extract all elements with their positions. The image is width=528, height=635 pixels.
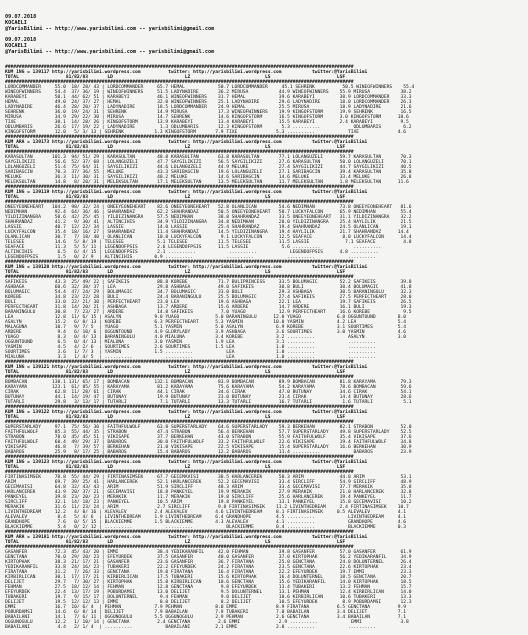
column-headers: TOTAL 81/82/83 LD LZ LS LSF bbox=[5, 270, 346, 275]
race-table bbox=[5, 360, 523, 405]
race-title: KUM 1NG = 139123 http://yarisbilimi.wordpress.com twitter: http://yarisbilimi.wordpress.com twitter:@YarisBilimi bbox=[5, 460, 368, 465]
table-row: BULI 33.0 22/ 21/ 30 | PERFECTHEART 23.0 LEA 19.6 ASHBAGA 22.1 LEA 19.7 SAFIKEIS 26.5 bbox=[5, 300, 412, 305]
races-block bbox=[5, 65, 523, 630]
separator-line: ############################################################################################################################## bbox=[5, 260, 354, 265]
header-place: KOCAELI bbox=[5, 20, 27, 26]
table-row: GRANDHOPE 7.6 0/ 5/ 15 | BLACKIEMME 1.5 BLACKIEMME 4.3 ALEVALEV 4.1 .......... GRANDHOPE 4.6 bbox=[5, 520, 407, 525]
table-row: KARABEYI 50.1 44/ 62/ 51 | KARABEYI 46.1 WINEOFWINNERS 31.7 HEMAL 39.6 KARABEYI 38.9 LORDCOMMANDER 33.3 bbox=[5, 95, 412, 100]
table-row: YUAGO 8.3 0/ 4/ 13 | BARANINGULU 4.0 MIALUNA 3.4 KOREBE 3.2 .......... ASALYN 3.0 bbox=[5, 335, 407, 340]
table-row: KARASULTAN 101.3 94/ 51/ 29 | KARASULTAN 48.8 KARASULTAN 63.8 KARASULTAN 77.1 LOLANGUZELI 59.7 KARASULTAN 70.3 bbox=[5, 155, 412, 160]
table-row: SIRCLIFF 32.1 14/ 18/ 23 | PANKEYEL 10.5 ARIM 19.8 PANKEYEL 13.1 PANKEYEL 15.8 GECEMAVISI 10.2 bbox=[5, 500, 412, 505]
table-row: LOLANGUZELI 51.4 75/ 64/ 31 | SAYGILIKIZI 44.6 LOLANGUZELI 44.9 MELUKE 27.4 SAYGILIKIZI 44.7 SAYGILIKIZI 40.5 bbox=[5, 165, 412, 170]
table-row: BOLUMAGIC 54.4 47/ 24/ 29 | BOLUMAGIC 34.7 BOLUMAGIC 33.0 BULI 29.3 ASHBAGA 30.5 BARANINGULU 32.3 bbox=[5, 290, 412, 295]
table-row: PANKEYEL 39.8 23/ 20/ 23 | MERAKIK 11.7 MERAKIK 19.8 SIRCLIFF 25.6 HARLANCEREK 19.4 PANKEYEL 11.7 bbox=[5, 495, 412, 500]
table-row: LEA 12.8 11/ 6/ 15 | ASALYN 9.0 YUAGO 5.0 BARANINGULU 12.0 YUAGO 6.8 OGGUNTOUND 8.0 bbox=[5, 315, 407, 320]
table-row: LASSIE 40.7 12/ 22/ 34 | LASSIE 14.0 LASSIE 25.4 SHAHRANDAZ 19.4 SHAHRANDAZ 24.5 OLANLICAN 19.1 bbox=[5, 225, 412, 230]
table-row: PERFECTHEART 31.8 14/ 20/ 21 | ASHBAGA 13.7 ARDERE 15.6 ARDERE 14.7 ARDERE 16.1 BULI 19.3 bbox=[5, 305, 412, 310]
separator-line: ############################################################################################################################## bbox=[5, 135, 354, 140]
separator-line: ############################################################################################################################## bbox=[5, 80, 354, 85]
column-headers: TOTAL 81/82/83 LD LZ LS LSF bbox=[5, 415, 346, 420]
table-row: SOURTIMES 3.6 1/ 7/ 3 | YASMIN 1.5 .......... LEA 1.0 .......... .......... bbox=[5, 350, 376, 355]
table-row: SARIBAGCIN 70.3 37/ 36/ 55 | MELUKE 43.3 SARIBAGCIN 19.6 LOLANGUZELI 27.1 SARIBAGCIN 39.4 KARASULTAN 35.8 bbox=[5, 170, 412, 175]
race-title: KUM 1NG = 139119 http://yarisbilimi.wordpress.com twitter: http://yarisbilimi.wordpress.com twitter:@YarisBilimi bbox=[5, 190, 368, 195]
column-headers: TOTAL 81/82/83 LD LZ LS LSF bbox=[5, 75, 346, 80]
table-row: FEHMAN 27.5 18/ 12/ 14 | FEHMAN 12.8 GENCTANA 9.8 EFEYURDEK 13.4 TUBAKERI 13.2 FEHMAN 15.7 bbox=[5, 585, 412, 590]
table-row: VIKISAPE 46.8 7/ 39/ 57 | BERKEHAN 21.0 VIKISAPE 22.5 VIKISAPE 15.4 SUPERSTARLADY 16.6 BERKEHAN 30.9 bbox=[5, 445, 412, 450]
separator-line: ############################################################################################################################## bbox=[5, 275, 354, 280]
column-headers: TOTAL 81/82/83 LD LZ LS LSF bbox=[5, 195, 346, 200]
table-row: ARIM 69.7 39/ 25/ 41 | HARLANCEREK 52.1 HARLANCEREK 52.2 GECEMAVISI 33.4 SIRCLIFF 54.9 SIRCLIFF 48.9 bbox=[5, 480, 412, 485]
race-title: KUM 1NG = 139122 http://yarisbilimi.wordpress.com twitter: http://yarisbilimi.wordpress.com twitter:@YarisBilimi bbox=[5, 410, 368, 415]
table-row: GECEMAVISI 64.8 32/ 43/ 43 | ARIM 51.9 SIRCLIFF 48.3 ARIM 33.4 GECEMAVISI 37.7 MERAKIK 35.8 bbox=[5, 485, 412, 490]
race-title: KUM 1NG = 139120 http://yarisbilimi.wordpress.com twitter: http://yarisbilimi.wordpress.com twitter:@YarisBilimi bbox=[5, 265, 368, 270]
table-row: STRABON 78.0 45/ 45/ 51 | VIKISAPE 37.7 BERKEHAN 43.0 STRABON 55.9 FAITHFULWOLF 35.4 VIKISAPE 37.6 bbox=[5, 435, 412, 440]
column-headers: TOTAL 81/82/83 LD LZ LS LSF bbox=[5, 370, 346, 375]
race-table bbox=[5, 135, 523, 185]
table-row: NEDIMHAN 92.4 64/ 36/ 46 | SHAHRANDAZ 62.2 SHAHRANDAZ 50.5 ONEEYEONEHEART 50.7 LUCKYFALCON 65.9 NEDIMHAN 55.4 bbox=[5, 210, 412, 215]
race-table bbox=[5, 530, 523, 630]
separator-line: ############################################################################################################################## bbox=[5, 200, 354, 205]
table-row: MELEKSULTAN 14.8 8/ 20/ 31 | MELEKSULTAN 17.1 MELEKSULTAN 13.5 MELEKSULTAN 11.7 MELEKSULTAN 1.8 MELEKSULTAN 11.6 bbox=[5, 180, 409, 185]
table-row: YASMIN 4.5 4/ 2/ 6 | SOURTIMES 2.6 SOURTIMES 1.5 LEA 1.0 .......... .......... bbox=[5, 345, 376, 350]
table-row: YILDIZINANGRA 50.6 42/ 25/ 45 | YILDIZINANGRA 57.5 NEDIMHAN 38.8 SHAHRANDAZ 33.5 ONEEYEONEHEART 31.1 YILDIZINANGRA 32.2 bbox=[5, 215, 412, 220]
table-row: FIRTINASIMSEK 78.8 55/ 44/ 29 | FIRTINASIMSEK 67.7 GECEMAVISI 38.5 HARLANCEREK 50.3 ARIM 44.0 ARIM 53.1 bbox=[5, 475, 412, 480]
table-row: FIRATANA 31.2 7/ 26/ 33 | GENCTANA 19.0 FIRATANA 16.4 FIRATANA 22.2 EFEYURDEK 19.7 EMMI 23.3 bbox=[5, 570, 412, 575]
separator-line: ############################################################################################################################## bbox=[5, 150, 354, 155]
table-row: MELUKE 36.3 11/ 30/ 31 | SAYGILIKIZI 40.2 MELUKE 14.6 SARIBAGCIN 14.6 MELUKE 33.4 MELUKE 26.8 bbox=[5, 175, 412, 180]
table-row: KIRBIRLICAN 30.1 17/ 17/ 21 | KIRBIRLICAN 17.5 TUBAKERI 15.6 KIRTOPHAK 16.4 DOLUNTERNEL 18.5 GENCTANA 20.7 bbox=[5, 575, 412, 580]
separator-line: ############################################################################################################################## bbox=[5, 185, 354, 190]
table-row: MERAKIK 31.6 11/ 23/ 24 | ARIM 2.7 SIRCLIFF 9.8 FIRTINASIMSEK 11.2 LIVINTHEDREAM 2.4 FIRTINASIMSEK 10.7 bbox=[5, 505, 409, 510]
table-row: BARANINGULU 30.8 7/ 23/ 27 | ARDERE 14.8 SAFIKEIS 7.0 YUAGO 12.9 PERFECTHEART 16.6 KOREBE 9.5 bbox=[5, 310, 412, 315]
table-row: KOREBE 34.8 23/ 22/ 28 | BULI 24.4 BARANINGULU 25.5 BOLUMAGIC 27.4 SAFIKEIS 27.5 PERFECTHEART 28.0 bbox=[5, 295, 412, 300]
table-row: ASHBAGA 60.6 32/ 38/ 37 | LEA 29.8 ASHBAGA 49.0 SAFIKEIS 30.8 BULI 30.4 BOLUMAGIC 41.8 bbox=[5, 285, 412, 290]
table-row: BABAILANI 14.1 7/ 6/ 11 | OGGUNOGULU 5.5 OGGUNOGULU 2.9 PEHMAN 2.6 GENCTANA 3.4 BABAILAN 7.1 bbox=[5, 615, 407, 620]
table-row: SHAHRANDAZ 41.2 9/ 30/ 41 | ALTINCIHIS 34.9 YILDIZINANGRA 34.8 NEDIMHAN 20.0 YILDIZINANGRA 25.4 HAYLILIK 21.5 bbox=[5, 220, 412, 225]
table-row: SUPERSTARLADY 97.1 75/ 56/ 30 | FAITHFULWOLF 63.8 SUPERSTARLADY 64.6 SUPERSTARLADY 59.3 BERKEHAN 82.1 STRABON 52.0 bbox=[5, 425, 412, 430]
separator-line: ############################################################################################################################## bbox=[5, 530, 354, 535]
table-row: CIRAK 62.8 11/ 28/ 61 | CIRAK 44.1 CIRAK 34.6 CIRAK 47.0 BUTUNAY 34.6 CIRAK 54.1 bbox=[5, 390, 412, 395]
table-row: TELESEE 14.6 5/ 8/ 19 | TELESEE 5.1 TELESEE 11.5 TELESEE 11.5 LASSIE 7.1 SEAFACE 4.8 bbox=[5, 240, 412, 245]
table-row: POBURDAMSI 14.6 6/ 8/ 14 | DELIJET 7.9 BABAILAN 7.9 TUBAKERI 7.0 BABAILAN 3.4 DELIJET 7.1 bbox=[5, 610, 407, 615]
table-row: GASANFER 72.3 45/ 43/ 20 | EMMI 38.4 YEDIKARANFIL 42.0 FEHMAN 39.8 GASANFER 57.0 GASANFER 61.9 bbox=[5, 550, 412, 555]
table-row: DELIJET 29.7 7/ 30/ 27 | KIRTOPHAK 15.8 KIRBIRLICAN 10.6 GENCTANA 15.6 YEDIKARANFIL 14.0 KIRTOPHAK 18.5 bbox=[5, 580, 412, 585]
header-contact: @YarisBilimi -- http://www.yarisbilimi.com -- yarisbilimi@gmail.com bbox=[5, 26, 215, 32]
table-row: MALAGUNA 10.7 9/ 7/ 5 | YUAGO 5.1 YASMIN 5.0 ASALYN 6.9 KOREBE 3.1 SOURTIMES 5.4 bbox=[5, 325, 407, 330]
separator-line: ############################################################################################################################## bbox=[5, 360, 354, 365]
table-row: EFEYURDEK 22.4 13/ 17/ 19 | POBURDAMSI 13.0 DELIJET 9.5 DOLUNTERNEL 13.1 PEHMAN 12.4 KIRBIRLICAN 14.0 bbox=[5, 590, 412, 595]
table-row: TIXE 30.1 14/ 28/ 26 | KINGOFSTORM 13.9 KARABEYI 13.4 KARABEYI 15.5 KARABEYI 2.4 KARABEYI 9.5 bbox=[5, 120, 409, 125]
separator-line: ############################################################################################################################## bbox=[5, 545, 354, 550]
header-date: 09.07.2018 bbox=[5, 14, 37, 20]
table-row: MIRUSA 34.9 29/ 22/ 30 | MIRUSA 14.7 SEHRENK 14.6 KINGOFSTORM 16.5 KINGOFSTORM 3.0 KINGOFSTORM 10.6 bbox=[5, 115, 409, 120]
table-row: BLACKIEMME 5.4 0/ 2/ 12 | .......... .......... BLACKIEMME 0.4 .......... BLACKIEMME 0.3 bbox=[5, 525, 407, 530]
table-row: BOMBACAN 138.1 131/ 65/ 17 | BOMBACAN 132.1 BOMBACAN 83.9 BOMBACAN 89.9 BOMBACAN 81.8 KARAYAMA 79.3 bbox=[5, 380, 412, 385]
race-title: KUM ARA = 139173 http://yarisbilimi.wordpress.com twitter: http://yarisbilimi.wordpress.com twitter:@YarisBilimi bbox=[5, 140, 368, 145]
separator-line: ############################################################################################################################## bbox=[5, 375, 354, 380]
table-row: HARLANCEREK 43.9 20/ 37/ 21 | GECEMAVISI 18.8 PANKEYEL 19.9 MERAKIK 27.9 MERAKIK 21.0 HARLANCEREK 32.8 bbox=[5, 490, 412, 495]
table-row: KARAYAMA 123.1 61/ 85/ 55 | KARAYAMA 81.2 KARAYAMA 75.6 KARAYAMA 54.2 KARAYAMA 78.6 BOMBACAN 59.6 bbox=[5, 385, 412, 390]
table-row: ALEVALEV 8.4 5/ 4/ 6 | LIVINTHEDREAM 1.9 LIVINTHEDREAM 6.4 GRANDHOPE 4.5 .......... LIVINTHEDREAM 4.1 bbox=[5, 515, 407, 520]
table-row: ODLUMBARIS 26.6 17/ 19/ 22 | LADYNADIRE 1.3 ODLUMBARIS 12.3 KINGOFSTORM 5.3 .......... ODLUMBARIS 6.2 bbox=[5, 125, 412, 130]
race-title: KUM 1NG = 139121 http://yarisbilimi.wordpress.com twitter: http://yarisbilimi.wordpress.com twitter:@YarisBilimi bbox=[5, 365, 368, 370]
table-row: KINGOFSTORM 12.0 5/ 3/ 13 | SEHRENK 1.3 KINGOFSTORM 7.9 TIXE 5.3 .......... TIXE 4.6 bbox=[5, 130, 407, 135]
table-row: BABAILANI 4.4 2/ 1/ 4 | .......... BABAILANI 2.1 EMMI 2.0 .......... .......... bbox=[5, 625, 376, 630]
table-row: KIRTOPHAK 38.3 21/ 17/ 21 | GASANFER 23.6 GASANFER 36.7 FIRATANA 25.0 GENCTANA 24.0 DOLUNTERNEL 26.4 bbox=[5, 560, 412, 565]
separator-line: ############################################################################################################################## bbox=[5, 405, 354, 410]
table-row: HEMAL 49.0 24/ 37/ 27 | HEMAL 32.0 WINEOFWINNERS 25.1 LADYNADIRE 29.6 LADYNADIRE 18.0 LORDCOMMANDER 26.3 bbox=[5, 100, 412, 105]
table-row: LADYNADIRE 46.4 28/ 20/ 37 | LADYNADIRE 18.5 LORDCOMMANDER 24.9 HEMAL 25.5 MIRUSA 18.9 LADYNADIRE 21.6 bbox=[5, 105, 412, 110]
table-row: ASALYN 15.2 6/ 8/ 13 | KOREBE 6.3 PERFECTHEART 5.3 YASMIN 10.0 YASMIN 4.2 LEA 5.4 bbox=[5, 320, 407, 325]
header-date: 09.07.2018 bbox=[5, 37, 37, 43]
separator-line: ############################################################################################################################## bbox=[5, 455, 354, 460]
table-row: WINEOFWINNERS 54.4 37/ 36/ 19 | WINEOFWINNERS 51.5 LADYNADIRE 36.2 MIRUSA 44.9 WINEOFWINNERS 55.9 MIRUSA 38.2 bbox=[5, 90, 412, 95]
race-table bbox=[5, 260, 523, 360]
race-table bbox=[5, 455, 523, 530]
race-table bbox=[5, 405, 523, 455]
table-row: ARDERE 9.4 6/ 10/ 6 | OGGUNTOUND 4.9 GLORYLADY 3.9 ASHBAGA 3.6 SOURTIMES 3.0 YASMIN 4.6 bbox=[5, 330, 407, 335]
separator-line: ############################################################################################################################## bbox=[5, 470, 354, 475]
table-row: BABAROS 25.9 8/ 17/ 25 | BABAROS 15.4 BABAROS 12.2 BABAROS 11.4 .......... BABAROS 23.9 bbox=[5, 450, 412, 455]
race-title: KUM 1NG = 139117 http://yarisbilimi.wordpress.com twitter: http://yarisbilimi.wordpress.com twitter:@YarisBilimi bbox=[5, 70, 368, 75]
table-row: MIALUNA 3.3 1/ 4/ 5 | .......... .......... LEA 1.0 .......... .......... bbox=[5, 355, 376, 360]
column-headers: TOTAL 81/82/83 LD LZ LS LSF bbox=[5, 540, 346, 545]
table-row: SEAFACE 11.3 5/ 5/ 11 | LEGENDOFPSIS 2.6 LEGENDOFPSIS 11.5 LASSIE 5.6 .......... .......... bbox=[5, 245, 382, 250]
table-row: LUCKYFALCON 35.4 18/ 16/ 27 | SHAHRANDAZ 11.4 SHAHRANDAZ 14.5 YILDIZINANGRA 19.4 HAYLILIK 21.7 SHAHRANDAZ 14.4 bbox=[5, 230, 409, 235]
table-row: SAFIKEIS 43.3 25/ 49/ 22 | SAFIKEIS 88.8 KOREBE 71.7 BULIPRINCESS 33.5 BOLUMAGIC 52.2 SAFIKEIS 39.0 bbox=[5, 280, 412, 285]
column-headers: TOTAL 81/82/83 LD LZ LS LSF bbox=[5, 465, 346, 470]
table-row: FAITHFULWOLF 68.4 49/ 29/ 37 | BABAROS 30.0 FAITHFULWOLF 33.2 FAITHFULWOLF 22.6 VIKISAPE 19.4 FAITHFULWOLF 34.8 bbox=[5, 440, 412, 445]
header-contact: @YarisBilimi -- http://www.yarisbilimi.com -- yarisbilimi@gmail.com bbox=[5, 49, 215, 55]
column-headers: TOTAL 81/82/83 LD LZ LS LSF bbox=[5, 145, 346, 150]
header-block bbox=[5, 14, 523, 55]
table-row: LIVINTHEDREAM 12.2 4/ 8/ 16 | ALEVALEV 2.4 ALEVALEV 4.6 LIVINTHEDREAM 8.1 FIRTINASIMSEK 0.5 ALEVALEV 4.1 bbox=[5, 510, 407, 515]
table-row: ONEEYEONEHEART 104.2 98/ 32/ 24 | ONEEYEONEHEART 82.6 ONEEYEONEHEART 52.8 OLANLICAN 54.6 NEDIMHAN 73.8 ONEEYEONEHEART 81.6 bbox=[5, 205, 412, 210]
table-row: YEDIKARANFIL 33.8 24/ 16/ 23 | TUBAKERI 22.2 EFEYURDEK 24.2 FIRATANA 23.5 GENCTANA 22.6 KIRTOPHAK 23.4 bbox=[5, 565, 412, 570]
separator-line: ############################################################################################################################## bbox=[5, 420, 354, 425]
separator-line: ############################################################################################################################## bbox=[5, 65, 354, 70]
table-row: OGGUNOGULU 12.2 1/ 10/ 14 | GENCTANA 2.4 GENCTANA 2.6 EMMI 2.9 .......... EMMI 3.8 bbox=[5, 620, 409, 625]
table-row: LEGENDOFPSIS 1.5 0/ 2/ 9 | ALTINCIHIS 0.9 .......... .......... .......... .......... bbox=[5, 255, 376, 260]
table-row: GENCTANA 70.0 29/ 20/ 23 | EFEYURDEK 37.5 GASANFER 40.0 GASANFER 37.0 KIRTOPHAK 56.2 YEDIKARANFIL 34.9 bbox=[5, 555, 412, 560]
table-row: BUTUNAY 44.1 14/ 19/ 47 | BUTUNAY 19.9 BUTUNAY 23.0 BUTUNAY 23.4 CIRAK 14.4 BUTUNAY 28.6 bbox=[5, 395, 412, 400]
table-row: TUTARLI 29.8 3/ 13/ 17 | TUTARLI 7.1 TUTARLI 13.3 TUTARLI 16.7 TUTARLI 1.6 TUTARLI 5.1 bbox=[5, 400, 412, 405]
table-row: ALTINCIHIS 6.5 6/ 4/ 15 | LEGENDOFPSIS 2.1 .......... .......... LEGENDOFPSIS 4.8 .......... bbox=[5, 250, 379, 255]
table-row: SEHRENK 36.0 19/ 24/ 31 | SEHRENK 14.9 MIRUSA 17.3 WINEOFWINNERS 19.9 KINGOFSTORM 19.9 SEHRENK 16.5 bbox=[5, 110, 412, 115]
table-row: TUBAKERI 19.7 9/ 15/ 17 | DOLUNTERNEL 9.4 FEHMAN 9.0 DELIJET 10.6 KIRBIRLICAN 10.6 TUBAKERI 13.3 bbox=[5, 595, 412, 600]
table-row: LORDCOMMANDER 55.0 18/ 28/ 43 | LORDCOMMANDER 65.7 HEMAL 50.7 LORDCOMMANDER 45.1 SEHRENK 50.5 WINEOFWINNERS 55.4 bbox=[5, 85, 415, 90]
table-row: OLANLICAN 30.7 7/ 18/ 40 | OLANLICAN 10.8 LUCKYFALCON 9.1 LUCKYFALCON 12.5 SEAFACE 8.0 LUCKYFALCON 14.4 bbox=[5, 235, 412, 240]
header-place: KOCAELI bbox=[5, 43, 27, 49]
race-table bbox=[5, 65, 523, 135]
table-row: SAYGILIKIZI 56.6 52/ 37/ 68 | LOLANGUZELI 47.7 SAYGILIKIZI 56.5 SAYGILIKIZI 27.6 KARASULTAN 50.0 LOLANGUZELI 70.1 bbox=[5, 160, 412, 165]
table-row: OGGUNTOUND 6.5 0/ 4/ 13 | MIALUNA 3.0 YASMIN 1.9 LEA 3.1 .......... .......... bbox=[5, 340, 376, 345]
race-title: KUM ARA = 139181 http://yarisbilimi.wordpress.com twitter: http://yarisbilimi.wordpress.com twitter:@YarisBilimi bbox=[5, 535, 368, 540]
table-row: DELIJET 19.5 12/ 12/ 13 | EMMI 8.0 DELIJET 8.2 DELIJET 10.5 EFEYURDEK 8.9 POBURDAMSI 12.3 bbox=[5, 600, 412, 605]
table-row: EMMI 16.7 10/ 6/ 4 | PEHMAN 7.9 PEHMAN 8.0 EMMI 8.9 FIRATANA 6.5 GENCTANA 9.9 bbox=[5, 605, 407, 610]
race-table bbox=[5, 185, 523, 260]
table-row: FAITHFULWOLF 85.3 55/ 44/ 35 | STRABON 47.4 STRABON 56.4 BERKEHAN 57.7 SUPERSTARLADY 49.8 SUPERSTARLADY 52.5 bbox=[5, 430, 412, 435]
